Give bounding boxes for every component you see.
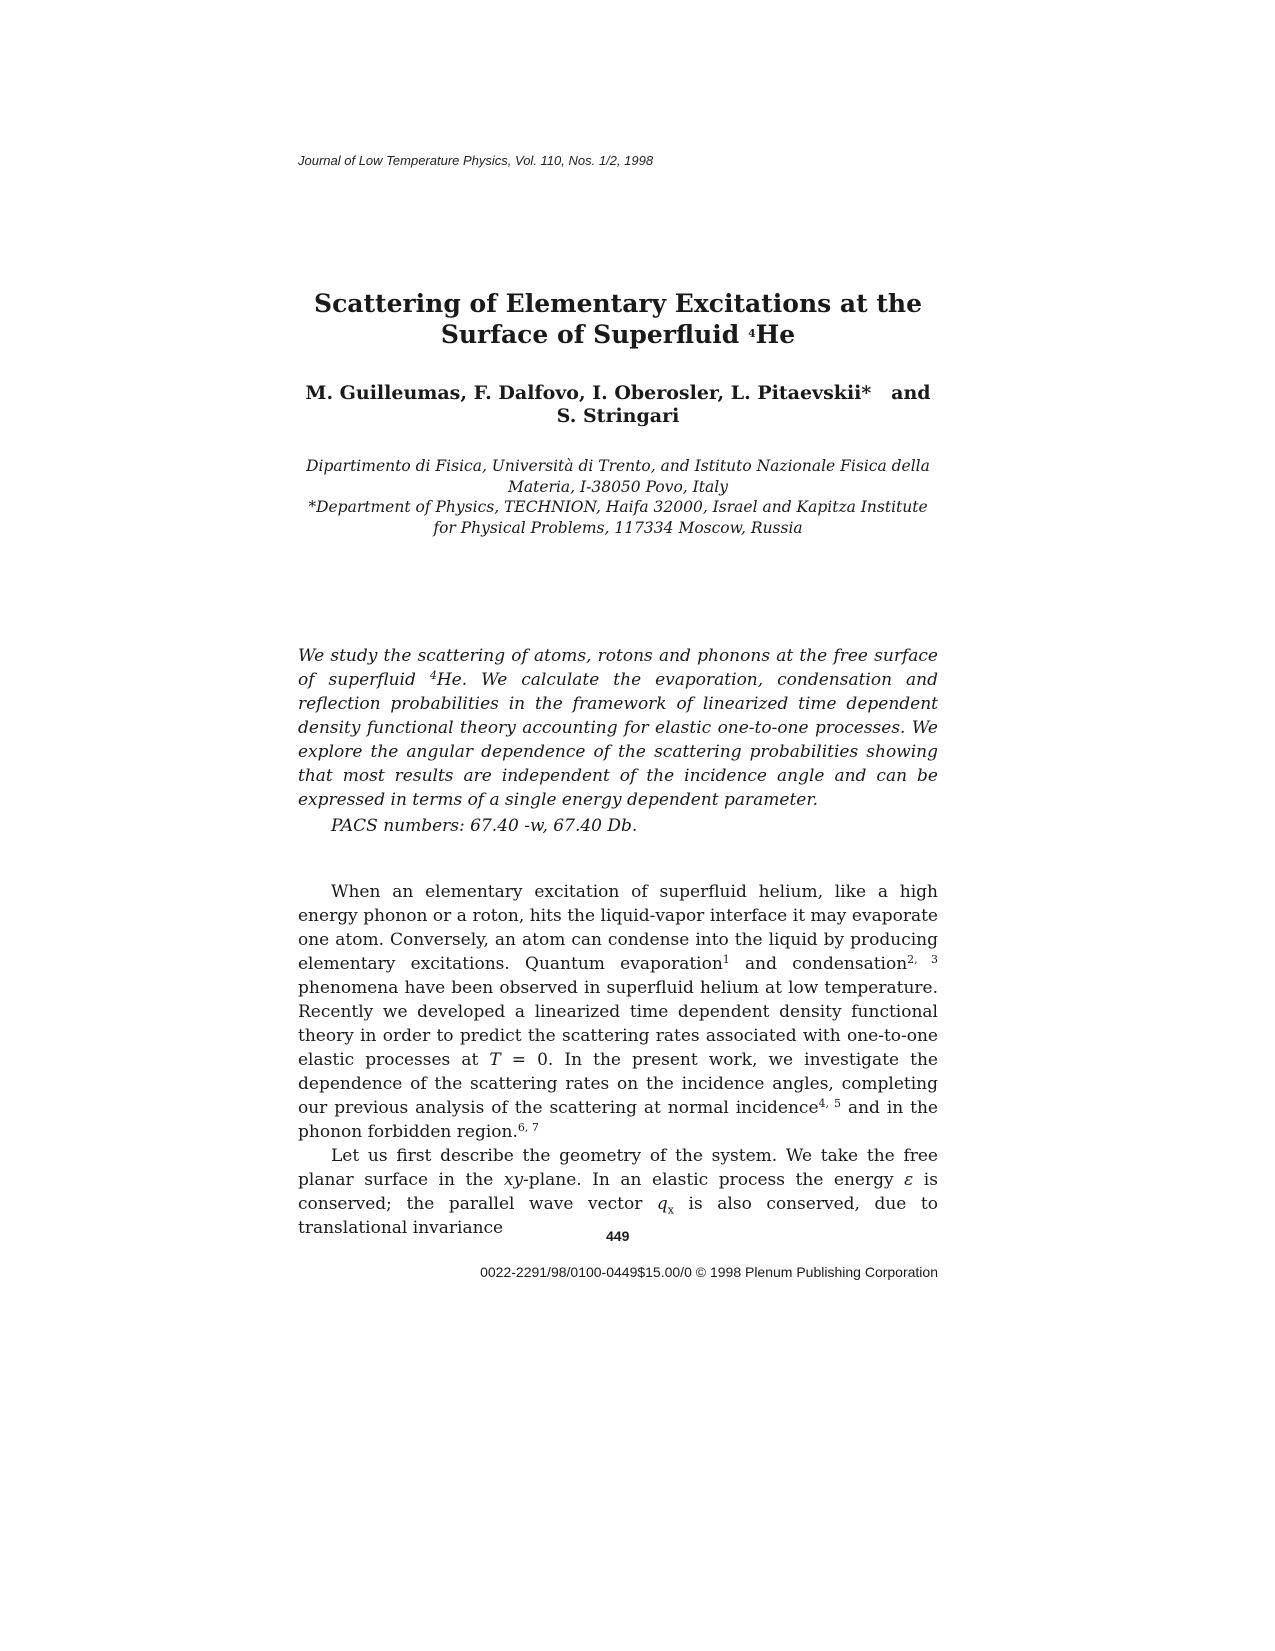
authors-line-1: M. Guilleumas, F. Dalfovo, I. Oberosler, L. Pitaevskii* and	[305, 382, 931, 404]
title-line-2: Surface of Superfluid $^4$He	[440, 320, 796, 349]
affiliation-line-1: Dipartimento di Fisica, Università di Trento, and Istituto Nazionale Fisica della	[306, 457, 930, 475]
title-line-1: Scattering of Elementary Excitations at the	[314, 289, 922, 318]
journal-header: Journal of Low Temperature Physics, Vol. 110, Nos. 1/2, 1998	[298, 153, 654, 168]
affiliation-line-2: Materia, I-38050 Povo, Italy	[508, 477, 728, 496]
author-list	[298, 382, 938, 428]
affiliation-line-3: *Department of Physics, TECHNION, Haifa 32000, Israel and Kapitza Institute	[308, 498, 928, 516]
affiliation-line-4: for Physical Problems, 117334 Moscow, Russia	[433, 518, 803, 537]
paragraph-1: When an elementary excitation of superfluid helium, like a high energy phonon or a roton, hits the liquid-vapor interface it may evaporate one atom. Conversely, an atom can condense into the liquid by producing elementary excitations. Quantum evaporation$^1$ and condensation$^{2, 3}$ phenomena have been observed in superfluid helium at low temperature. Recently we developed a linearized time dependent density functional theory in order to predict the scattering rates associated with one-to-one elastic processes at T = 0. In the present work, we investigate the dependence of the scattering rates on the incidence angles, completing our previous analysis of the scattering at normal incidence$^{4, 5}$ and in the phonon forbidden region.$^{6, 7}$	[298, 882, 938, 1142]
page-number: 449	[606, 1228, 630, 1244]
authors-line-2: S. Stringari	[556, 405, 680, 427]
paragraph-2: Let us first describe the geometry of the system. We take the free planar surface in the xy-plane. In an elastic process the energy ε is conserved; the parallel wave vector $q_x$ is also conserved, due to translational invariance	[298, 1146, 938, 1238]
paper-title	[298, 288, 938, 350]
body-text	[298, 880, 938, 1240]
affiliations	[298, 456, 938, 538]
pacs-numbers: PACS numbers: 67.40 -w, 67.40 Db.	[331, 816, 638, 836]
abstract: We study the scattering of atoms, rotons and phonons at the free surface of superfluid $^4$He. We calculate the evaporation, condensation and reflection probabilities in the framework of linearized time dependent density functional theory accounting for elastic one-to-one processes. We explore the angular dependence of the scattering probabilities showing that most results are independent of the incidence angle and can be expressed in terms of a single energy dependent parameter.	[298, 646, 938, 810]
copyright-line: 0022-2291/98/0100-0449$15.00/0 © 1998 Plenum Publishing Corporation	[480, 1264, 938, 1280]
